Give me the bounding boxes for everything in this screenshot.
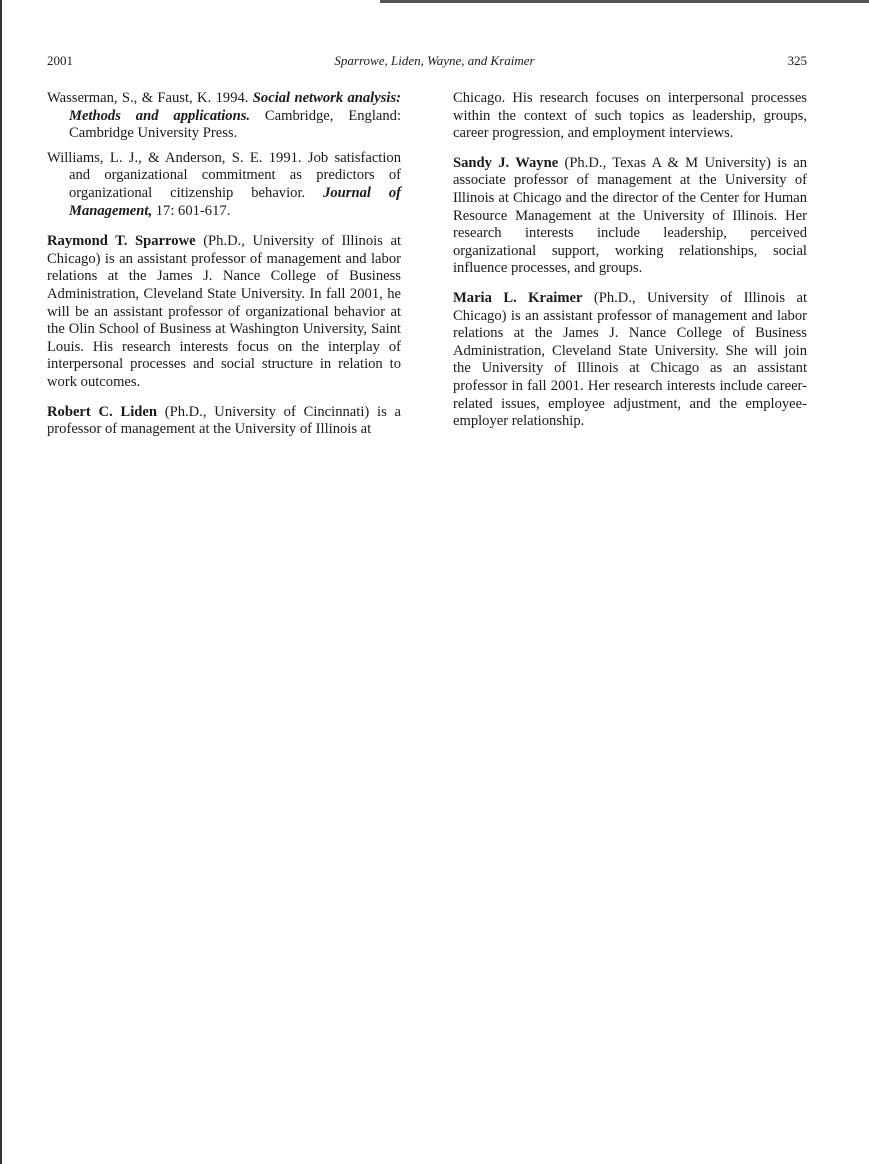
left-column (47, 90, 401, 451)
reference-williams (47, 150, 401, 220)
bio-text: (Ph.D., Texas A & M University) is an associate professor of management at the University of Illinois at Chicago and the director of the Center for Human Resource Management at the University of Illinois. Her research interests include leadership, perceived organizational support, working relationships, social influence processes, and groups. (453, 154, 807, 277)
page-number: 325 (787, 53, 807, 68)
bio-name: Maria L. Kraimer (453, 289, 583, 306)
bio-text: (Ph.D., University of Illinois at Chicago) is an assistant professor of management and labor relations at the James J. Nance College of Business Administration, Cleveland State University. She will join the University of Illinois at Chicago as an assistant professor in fall 2001. Her research interests include career-related issues, employee adjustment, and the employee-employer relationship. (453, 289, 807, 430)
bio-liden-continued: Chicago. His research focuses on interpersonal processes within the context of such topics as leadership, groups, career progression, and employment interviews. (453, 90, 807, 142)
scan-top-border (380, 0, 869, 3)
ref-authors: Wasserman, S., & Faust, K. 1994. (47, 90, 253, 106)
bio-text: (Ph.D., University of Illinois at Chicago) is an assistant professor of management and labor relations at the James J. Nance College of Business Administration, Cleveland State University. In fall 2001, he will be an assistant professor of organizational behavior at the Olin School of Business at Washington University, Saint Louis. His research interests focus on the interplay of interpersonal processes and social structure in relation to work outcomes. (47, 233, 401, 390)
bio-name: Robert C. Liden (47, 403, 157, 420)
bio-kraimer (453, 290, 807, 431)
bio-text: (Ph.D., University of Cincinnati) is a professor of management at the University of Illinois at (47, 403, 401, 438)
bio-name: Sandy J. Wayne (453, 154, 559, 171)
right-column (453, 90, 807, 443)
running-title: Sparrowe, Liden, Wayne, and Kraimer (334, 53, 535, 68)
ref-pages: 17: 601-617. (152, 202, 231, 219)
ref-publisher: Cambridge, England: Cambridge University Press. (69, 107, 402, 142)
ref-authors: Williams, L. J., & Anderson, S. E. 1991. Job satisfaction and organizational commitment as predictors of organizational citizenship behavior. (47, 149, 401, 201)
bio-wayne (453, 155, 807, 278)
scan-edge (0, 0, 2, 1164)
bio-name: Raymond T. Sparrowe (47, 233, 196, 250)
header-year: 2001 (47, 53, 73, 68)
ref-journal: Journal of Management, (69, 184, 401, 219)
bio-liden (47, 404, 401, 439)
ref-title: Social network analysis: Methods and applications. (69, 90, 401, 124)
reference-wasserman (47, 90, 401, 143)
bio-sparrowe (47, 233, 401, 391)
